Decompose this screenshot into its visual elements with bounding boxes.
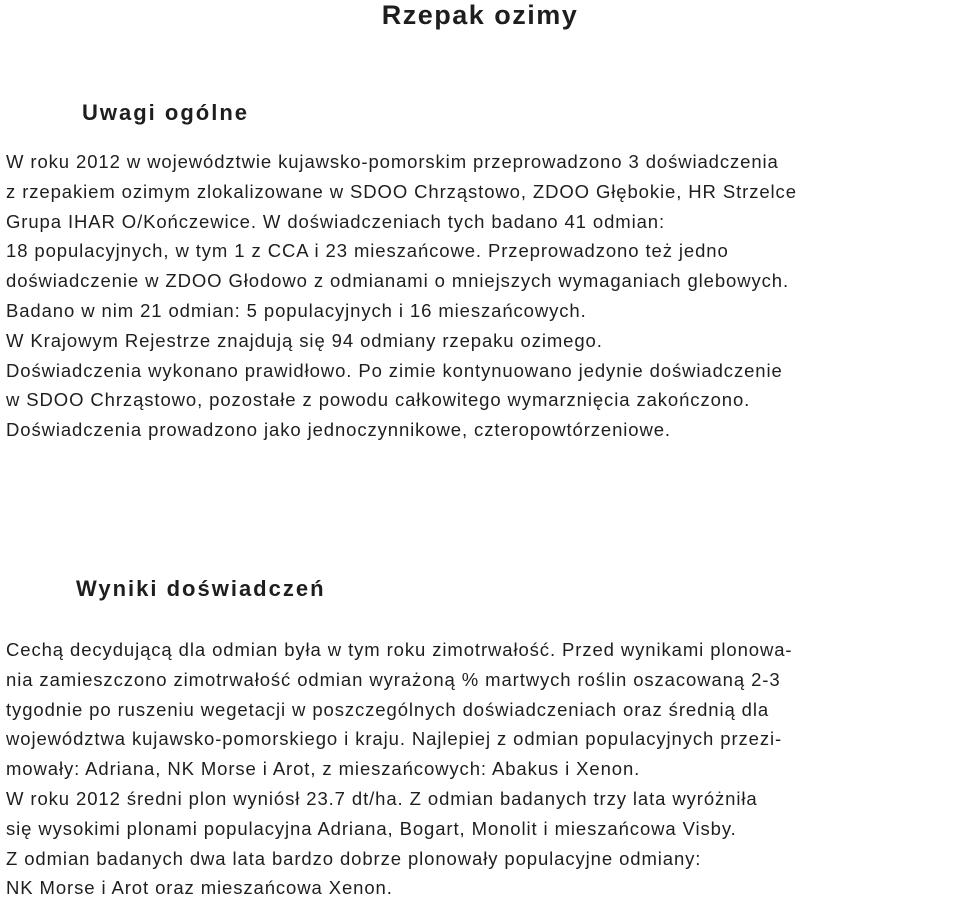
text-line: Cechą decydującą dla odmian była w tym roku zimotrwałość. Przed wynikami plonowa- xyxy=(6,639,793,660)
text-line: się wysokimi plonami populacyjna Adriana, Bogart, Monolit i mieszańcowa Visby. xyxy=(6,817,737,839)
section-heading-uwagi-ogolne: Uwagi ogólne xyxy=(82,100,249,125)
text-line: 18 populacyjnych, w tym 1 z CCA i 23 mieszańcowe. Przeprowadzono też jedno xyxy=(6,240,729,262)
text-line: Doświadczenia prowadzono jako jednoczynnikowe, czteropowtórzeniowe. xyxy=(6,419,671,441)
paragraph-wyniki-doswiadczen xyxy=(6,635,792,903)
text-line: doświadczenie w ZDOO Głodowo z odmianami o mniejszych wymaganiach glebowych. xyxy=(6,270,790,292)
section-heading-wyniki-doswiadczen: Wyniki doświadczeń xyxy=(76,576,326,601)
text-line: województwa kujawsko-pomorskiego i kraju. Najlepiej z odmian populacyjnych przezi- xyxy=(6,728,783,750)
text-line: Doświadczenia wykonano prawidłowo. Po zimie kontynuowano jedynie doświadczenie xyxy=(6,359,783,381)
text-line: W roku 2012 średni plon wyniósł 23.7 dt/ha. Z odmian badanych trzy lata wyróżniła xyxy=(6,787,758,809)
page-title: Rzepak ozimy xyxy=(381,0,579,30)
text-line: NK Morse i Arot oraz mieszańcowa Xenon. xyxy=(6,877,393,899)
text-line: W roku 2012 w województwie kujawsko-pomorskim przeprowadzono 3 doświadczenia xyxy=(6,151,779,172)
text-line: mowały: Adriana, NK Morse i Arot, z mieszańcowych: Abakus i Xenon. xyxy=(6,758,641,780)
text-line: z rzepakiem ozimym zlokalizowane w SDOO Chrząstowo, ZDOO Głębokie, HR Strzelce xyxy=(6,180,797,202)
paragraph-uwagi-ogolne xyxy=(6,147,797,445)
text-line: W Krajowym Rejestrze znajdują się 94 odmiany rzepaku ozimego. xyxy=(6,329,603,351)
text-line: Grupa IHAR O/Kończewice. W doświadczeniach tych badano 41 odmian: xyxy=(6,210,666,232)
text-line: Z odmian badanych dwa lata bardzo dobrze plonowały populacyjne odmiany: xyxy=(6,847,702,869)
text-line: nia zamieszczono zimotrwałość odmian wyrażoną % martwych roślin oszacowaną 2-3 xyxy=(6,668,781,690)
text-line: Badano w nim 21 odmian: 5 populacyjnych i 16 mieszańcowych. xyxy=(6,299,587,321)
text-line: w SDOO Chrząstowo, pozostałe z powodu całkowitego wymarznięcia zakończono. xyxy=(6,389,751,411)
text-line: tygodnie po ruszeniu wegetacji w poszczególnych doświadczeniach oraz średnią dla xyxy=(6,698,770,720)
